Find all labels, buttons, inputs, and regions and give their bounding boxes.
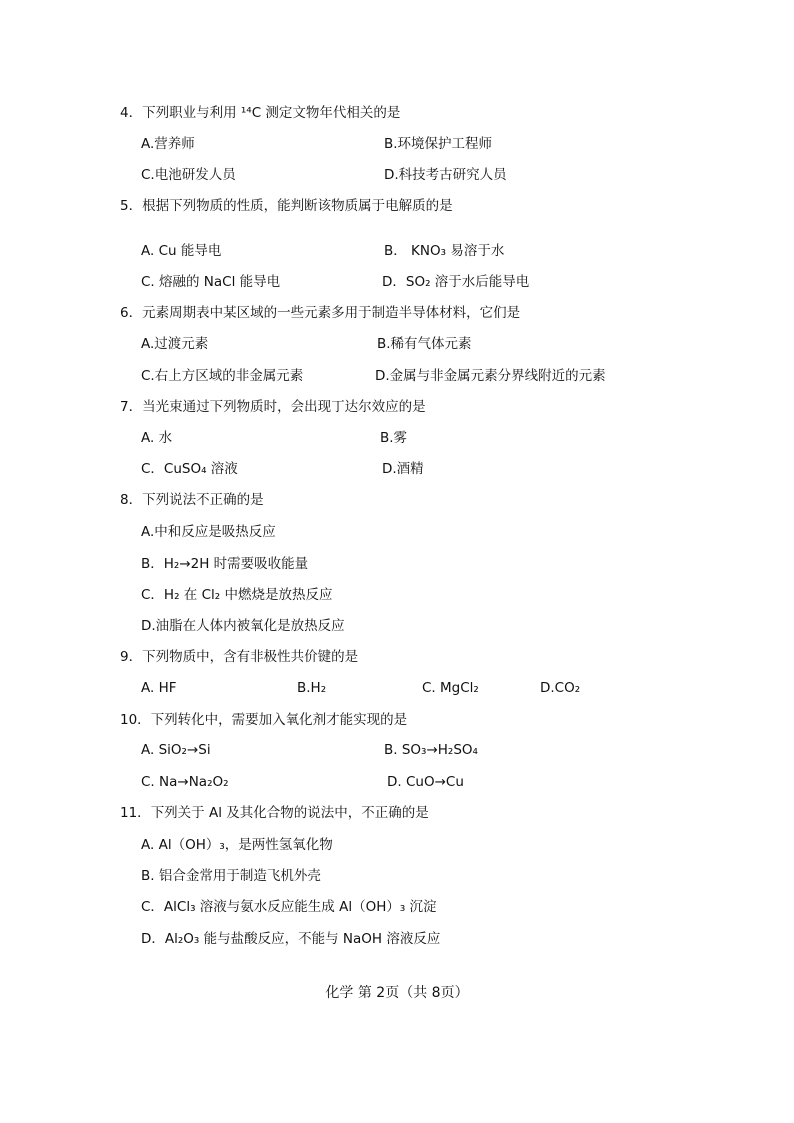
question-6-option-a: A.过渡元素 [141,336,209,352]
question-8-option-d: D.油脂在人体内被氧化是放热反应 [141,618,345,634]
question-10-option-d: D. CuO→Cu [387,774,464,790]
question-4-option-a: A.营养师 [141,136,195,152]
question-5-option-d: D．SO₂ 溶于水后能导电 [382,274,530,290]
question-9-option-c: C. MgCl₂ [422,680,479,696]
question-6-option-d: D.金属与非金属元素分界线附近的元素 [375,368,606,384]
question-9-option-a: A. HF [141,680,177,696]
question-4-option-c: C.电池研发人员 [141,167,236,183]
question-8-option-a: A.中和反应是吸热反应 [141,524,276,540]
question-7-option-a: A. 水 [141,430,173,446]
question-5-option-b: B． KNO₃ 易溶于水 [384,243,505,259]
question-11-option-d: D．Al₂O₃ 能与盐酸反应，不能与 NaOH 溶液反应 [141,931,441,947]
question-11-stem: 11．下列关于 Al 及其化合物的说法中，不正确的是 [120,805,429,821]
question-10-stem: 10．下列转化中，需要加入氧化剂才能实现的是 [120,712,408,728]
question-7-option-c: C．CuSO₄ 溶液 [141,461,238,477]
question-11-option-b: B. 铝合金常用于制造飞机外壳 [141,868,321,884]
question-7-option-b: B.雾 [380,430,408,446]
question-7-stem: 7．当光束通过下列物质时，会出现丁达尔效应的是 [120,399,426,415]
question-11-option-c: C．AlCl₃ 溶液与氨水反应能生成 Al（OH）₃ 沉淀 [141,899,437,915]
question-9-option-b: B.H₂ [297,680,327,696]
question-8-option-b: B．H₂→2H 时需要吸收能量 [141,556,309,572]
question-10-option-b: B. SO₃→H₂SO₄ [384,742,478,758]
question-10-option-a: A. SiO₂→Si [141,742,211,758]
question-4-option-d: D.科技考古研究人员 [384,167,507,183]
question-8-stem: 8．下列说法不正确的是 [120,492,264,508]
question-11-option-a: A. Al（OH）₃，是两性氢氧化物 [141,837,333,853]
question-10-option-c: C. Na→Na₂O₂ [141,774,229,790]
question-5-stem: 5．根据下列物质的性质，能判断该物质属于电解质的是 [120,198,453,214]
question-6-stem: 6．元素周期表中某区域的一些元素多用于制造半导体材料，它们是 [120,305,521,321]
question-7-option-d: D.酒精 [382,461,424,477]
question-5-option-c: C. 熔融的 NaCl 能导电 [141,274,281,290]
question-4-option-b: B.环境保护工程师 [384,136,493,152]
question-6-option-b: B.稀有气体元素 [377,336,472,352]
page-footer: 化学 第 2页（共 8页） [325,985,469,1001]
question-9-stem: 9．下列物质中，含有非极性共价键的是 [120,649,359,665]
question-6-option-c: C.右上方区域的非金属元素 [141,368,304,384]
question-5-option-a: A. Cu 能导电 [141,243,222,259]
question-4-stem: 4．下列职业与利用 ¹⁴C 测定文物年代相关的是 [120,105,401,121]
question-9-option-d: D.CO₂ [540,680,581,696]
question-8-option-c: C．H₂ 在 Cl₂ 中燃烧是放热反应 [141,587,333,603]
